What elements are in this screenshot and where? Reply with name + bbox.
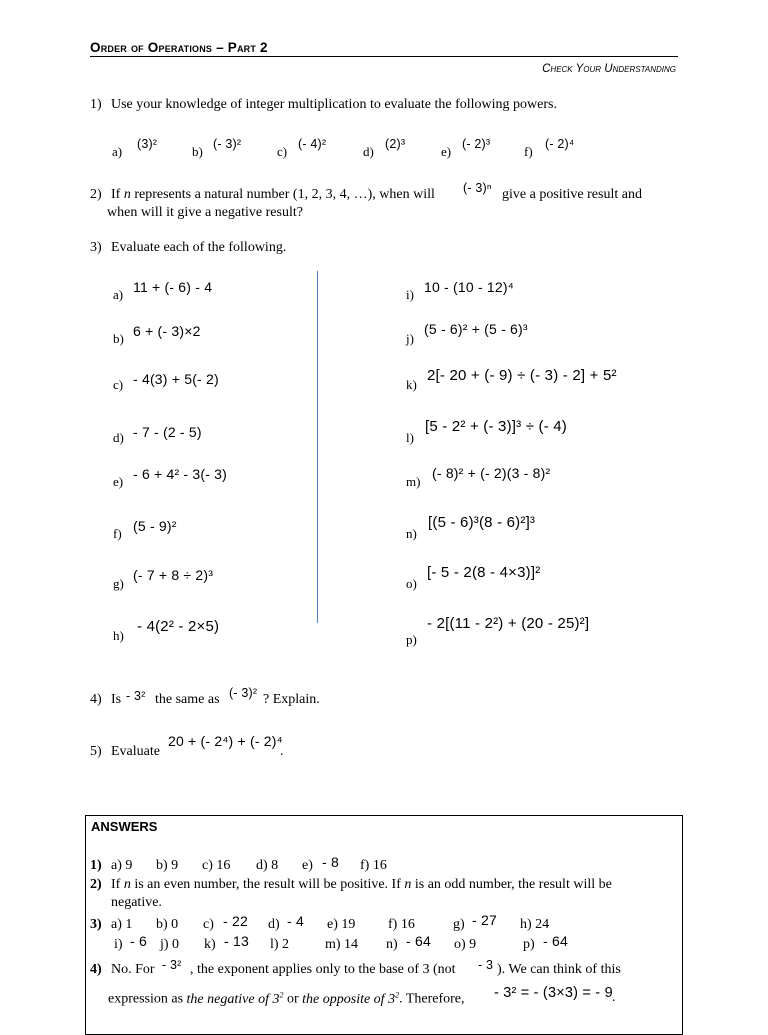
answer-item: b) 0	[156, 917, 179, 932]
q4-text-a: Is	[111, 692, 122, 707]
q3-right-expr: 2[- 20 + (- 9) ÷ (- 3) - 2] + 5²	[427, 367, 617, 384]
answer-item: b) 9	[156, 858, 179, 873]
answer-value: - 22	[223, 913, 248, 929]
answer-number: 2)	[90, 877, 102, 892]
q1-text: Use your knowledge of integer multiplication to evaluate the following powers.	[111, 97, 557, 112]
answer-text: negative.	[111, 895, 162, 910]
answer-item: h) 24	[520, 917, 550, 932]
answer-item: i)	[114, 937, 123, 952]
answer-expr: - 3² = - (3×3) = - 9	[494, 985, 613, 1001]
q4-expr-b: (- 3)²	[229, 686, 258, 700]
column-divider	[317, 271, 318, 623]
q1-item-expr: (- 4)²	[298, 137, 327, 151]
q3-left-label: e)	[113, 474, 124, 489]
answer-text: If n is an even number, the result will be positive. If n is an odd number, the result will be	[111, 877, 612, 892]
answer-item: c) 16	[202, 858, 231, 873]
q3-left-label: h)	[113, 628, 124, 643]
answer-expr: - 3	[478, 958, 494, 972]
answer-text: ). We can think of this	[497, 962, 621, 977]
answer-item: l) 2	[270, 937, 290, 952]
q1-item-label: c)	[277, 144, 288, 159]
q1-item-expr: (2)³	[385, 137, 406, 151]
q3-right-label: o)	[406, 576, 417, 591]
q2-text-c: when will it give a negative result?	[107, 205, 303, 220]
q1-item-expr: (- 2)⁴	[545, 137, 575, 151]
answer-item: a) 9	[111, 858, 133, 873]
answer-text-italic: the opposite of $3^2$	[302, 990, 400, 1007]
q5-text: Evaluate	[111, 744, 160, 759]
answer-item: e) 19	[327, 917, 356, 932]
answer-number: 3)	[90, 917, 102, 932]
q2-text-b: give a positive result and	[502, 187, 642, 202]
q3-left-expr: (5 - 9)²	[133, 518, 177, 534]
answer-expr: - 3²	[162, 958, 182, 972]
q2-expr: (- 3)ⁿ	[463, 181, 492, 195]
q4-text-b: the same as	[155, 692, 220, 707]
q3-right-expr: [- 5 - 2(8 - 4×3)]²	[427, 564, 541, 581]
answer-item: f) 16	[360, 858, 387, 873]
answer-item: d)	[268, 917, 280, 932]
q3-right-expr: 10 - (10 - 12)⁴	[424, 279, 514, 295]
q5-end: .	[280, 744, 284, 759]
q1-item-expr: (- 3)²	[213, 137, 242, 151]
answer-item: j) 0	[160, 937, 180, 952]
q3-left-expr: - 4(3) + 5(- 2)	[133, 371, 219, 387]
answer-item: n)	[386, 937, 398, 952]
answer-value: - 27	[472, 912, 497, 928]
q3-right-expr: [5 - 2² + (- 3)]³ ÷ (- 4)	[425, 418, 567, 435]
answer-item: c)	[203, 917, 214, 932]
answer-value: - 64	[406, 933, 431, 949]
q2-text-start: If n represents a natural number (1, 2, 3, 4, …), when will	[111, 187, 435, 202]
answer-text: .	[612, 990, 616, 1005]
answer-text-part: or	[286, 991, 299, 1007]
q1-item-label: f)	[524, 144, 533, 159]
q3-left-label: a)	[113, 287, 124, 302]
answer-text-italic: the negative of $3^2$	[186, 990, 284, 1007]
answer-item: k)	[204, 937, 216, 952]
answer-value: - 64	[543, 933, 568, 949]
q1-item-expr: (3)²	[137, 137, 158, 151]
answer-text	[108, 990, 465, 1008]
q3-left-expr: - 7 - (2 - 5)	[133, 424, 202, 440]
answer-item: p)	[523, 937, 535, 952]
q3-right-label: i)	[406, 287, 414, 302]
answer-value: - 4	[287, 913, 304, 929]
q3-text: Evaluate each of the following.	[111, 240, 287, 255]
q3-left-expr: - 4(2² - 2×5)	[137, 618, 220, 635]
q3-right-expr: [(5 - 6)³(8 - 6)²]³	[428, 514, 536, 531]
q4-number: 4)	[90, 692, 102, 707]
answer-item: d) 8	[256, 858, 279, 873]
answer-text-part: . Therefore,	[399, 991, 465, 1007]
q3-right-label: p)	[406, 632, 417, 647]
q3-right-label: j)	[406, 331, 414, 346]
answer-text: No. For	[111, 962, 155, 977]
q3-number: 3)	[90, 240, 102, 255]
answer-number: 4)	[90, 962, 102, 977]
q3-left-expr: - 6 + 4² - 3(- 3)	[133, 466, 228, 482]
q4-text-c: ? Explain.	[263, 692, 320, 707]
q3-right-expr: - 2[(11 - 2²) + (20 - 25)²]	[427, 615, 590, 632]
q3-left-label: c)	[113, 377, 124, 392]
q1-item-label: e)	[441, 144, 452, 159]
answer-item: o) 9	[454, 937, 477, 952]
q2-number: 2)	[90, 187, 102, 202]
q3-left-expr: 11 + (- 6) - 4	[133, 279, 213, 295]
q3-right-expr: (5 - 6)² + (5 - 6)³	[424, 321, 528, 337]
q3-left-label: g)	[113, 576, 124, 591]
answer-item: e)	[302, 858, 313, 873]
answer-item: g)	[453, 917, 465, 932]
page-title: Order of Operations – Part 2	[90, 40, 268, 55]
q3-right-label: m)	[406, 474, 421, 489]
q5-expr: 20 + (- 2⁴) + (- 2)⁴	[168, 733, 283, 749]
q3-right-label: n)	[406, 526, 417, 541]
answer-text-part: expression as	[108, 991, 184, 1007]
q1-item-label: b)	[192, 144, 203, 159]
answer-value: - 8	[322, 854, 339, 870]
answer-item: m) 14	[325, 937, 359, 952]
answer-number: 1)	[90, 858, 102, 873]
q5-number: 5)	[90, 744, 102, 759]
q3-left-expr: (- 7 + 8 ÷ 2)³	[133, 567, 214, 583]
q3-left-label: d)	[113, 430, 124, 445]
q3-right-expr: (- 8)² + (- 2)(3 - 8)²	[432, 465, 551, 481]
q4-expr-a: - 3²	[126, 689, 146, 703]
q1-number: 1)	[90, 97, 102, 112]
q1-item-expr: (- 2)³	[462, 137, 491, 151]
q3-right-label: k)	[406, 377, 417, 392]
q2-text	[111, 187, 435, 203]
answer-value: - 6	[130, 933, 147, 949]
q1-item-label: d)	[363, 144, 374, 159]
answer-item: a) 1	[111, 917, 133, 932]
q3-left-label: f)	[113, 526, 122, 541]
q1-item-label: a)	[112, 144, 123, 159]
q3-left-label: b)	[113, 331, 124, 346]
answer-item: f) 16	[388, 917, 415, 932]
q3-left-expr: 6 + (- 3)×2	[133, 323, 201, 339]
answer-text: , the exponent applies only to the base of 3 (not	[190, 962, 456, 977]
answer-value: - 13	[224, 933, 249, 949]
answers-title: ANSWERS	[91, 819, 158, 834]
page-subtitle: Check Your Understanding	[542, 63, 676, 75]
title-rule	[90, 56, 678, 57]
q3-right-label: l)	[406, 430, 414, 445]
